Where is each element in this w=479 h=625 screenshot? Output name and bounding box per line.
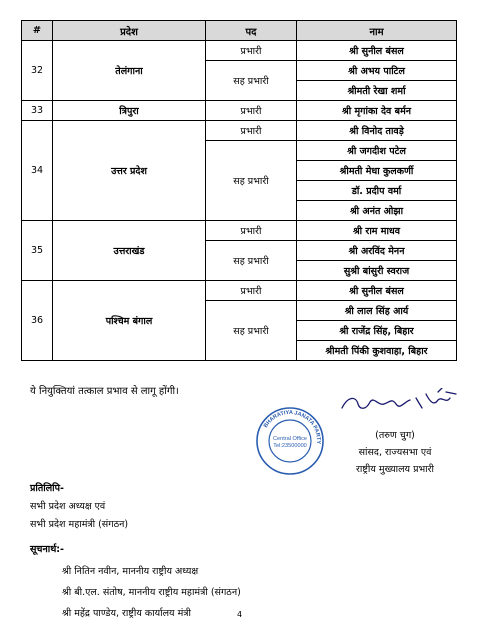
post-title: प्रभारी <box>206 41 297 61</box>
header-post: पद <box>206 21 297 41</box>
appointee-name: श्री राजेंद्र सिंह, बिहार <box>297 321 457 341</box>
appointee-name: श्री जगदीश पटेल <box>297 141 457 161</box>
appointee-name: श्री सुनील बंसल <box>297 281 457 301</box>
table-row <box>22 121 457 141</box>
for-information-line: श्री नितिन नवीन, माननीय राष्ट्रीय अध्यक्ष <box>62 566 199 577</box>
appointee-name: श्री अरविंद मेनन <box>297 241 457 261</box>
post-title: प्रभारी <box>206 101 297 121</box>
appointee-name: श्री विनोद तावड़े <box>297 121 457 141</box>
row-number: 35 <box>22 221 53 281</box>
appointee-name: श्री लाल सिंह आर्य <box>297 301 457 321</box>
post-title: प्रभारी <box>206 281 297 301</box>
row-number: 33 <box>22 101 53 121</box>
for-information-heading: सूचनार्थ:- <box>30 544 65 555</box>
handwritten-signature <box>338 388 468 418</box>
post-title: सह प्रभारी <box>206 301 297 361</box>
appointee-name: श्रीमती पिंकी कुशवाहा, बिहार <box>297 341 457 361</box>
copy-to-line: सभी प्रदेश अध्यक्ष एवं <box>30 501 106 512</box>
appointee-name: श्री राम माधव <box>297 221 457 241</box>
post-title: प्रभारी <box>206 221 297 241</box>
state-name: उत्तराखंड <box>53 221 206 281</box>
table-row <box>22 221 457 241</box>
appointee-name: श्रीमती रेखा शर्मा <box>297 81 457 101</box>
for-information-line: श्री बी.एल. संतोष, माननीय राष्ट्रीय महामंत्री (संगठन) <box>62 587 241 598</box>
appointee-name: श्री मृगांका देव बर्मन <box>297 101 457 121</box>
table-row <box>22 41 457 61</box>
party-office-seal <box>254 405 326 477</box>
table-header-row <box>22 21 457 41</box>
appointee-name: श्रीमती मेधा कुलकर्णी <box>297 161 457 181</box>
appointee-name: डॉ. प्रदीप वर्मा <box>297 181 457 201</box>
appointee-name: श्री सुनील बंसल <box>297 41 457 61</box>
seal-ring-text: BHARATIYA JANATA PARTY <box>262 409 322 445</box>
appointee-name: सुश्री बांसुरी स्वराज <box>297 261 457 281</box>
table-row <box>22 101 457 121</box>
signer-title-line1: सांसद, राज्यसभा एवं <box>358 447 432 458</box>
table-row <box>22 281 457 301</box>
signer-name: (तरुण चुग) <box>375 430 415 441</box>
post-title: सह प्रभारी <box>206 241 297 281</box>
post-title: सह प्रभारी <box>206 141 297 221</box>
state-name: तेलंगाना <box>53 41 206 101</box>
row-number: 32 <box>22 41 53 101</box>
row-number: 36 <box>22 281 53 361</box>
signer-title-line2: राष्ट्रीय मुख्यालय प्रभारी <box>356 464 434 475</box>
state-name: पश्चिम बंगाल <box>53 281 206 361</box>
appointee-name: श्री अनंत ओझा <box>297 201 457 221</box>
seal-center-line2: Tel:23500000 <box>273 443 307 449</box>
page-number: 4 <box>236 610 243 619</box>
signer-block <box>330 427 460 478</box>
header-name: नाम <box>297 21 457 41</box>
seal-center-line1: Central Office <box>272 436 308 442</box>
effective-note: ये नियुक्तियां तत्काल प्रभाव से लागू होंगी। <box>30 386 179 397</box>
appointments-table <box>21 20 457 361</box>
header-state: प्रदेश <box>53 21 206 41</box>
state-name: उत्तर प्रदेश <box>53 121 206 221</box>
copy-to-line: सभी प्रदेश महामंत्री (संगठन) <box>30 519 129 530</box>
state-name: त्रिपुरा <box>53 101 206 121</box>
copy-to-section <box>30 480 128 534</box>
for-information-line: श्री महेंद्र पाण्डेय, राष्ट्रीय कार्यालय मंत्री <box>62 608 191 619</box>
appointee-name: श्री अभय पाटिल <box>297 61 457 81</box>
row-number: 34 <box>22 121 53 221</box>
table-body <box>22 41 457 361</box>
header-number: # <box>22 21 53 41</box>
copy-to-heading: प्रतिलिपि- <box>30 483 64 494</box>
post-title: प्रभारी <box>206 121 297 141</box>
post-title: सह प्रभारी <box>206 61 297 101</box>
